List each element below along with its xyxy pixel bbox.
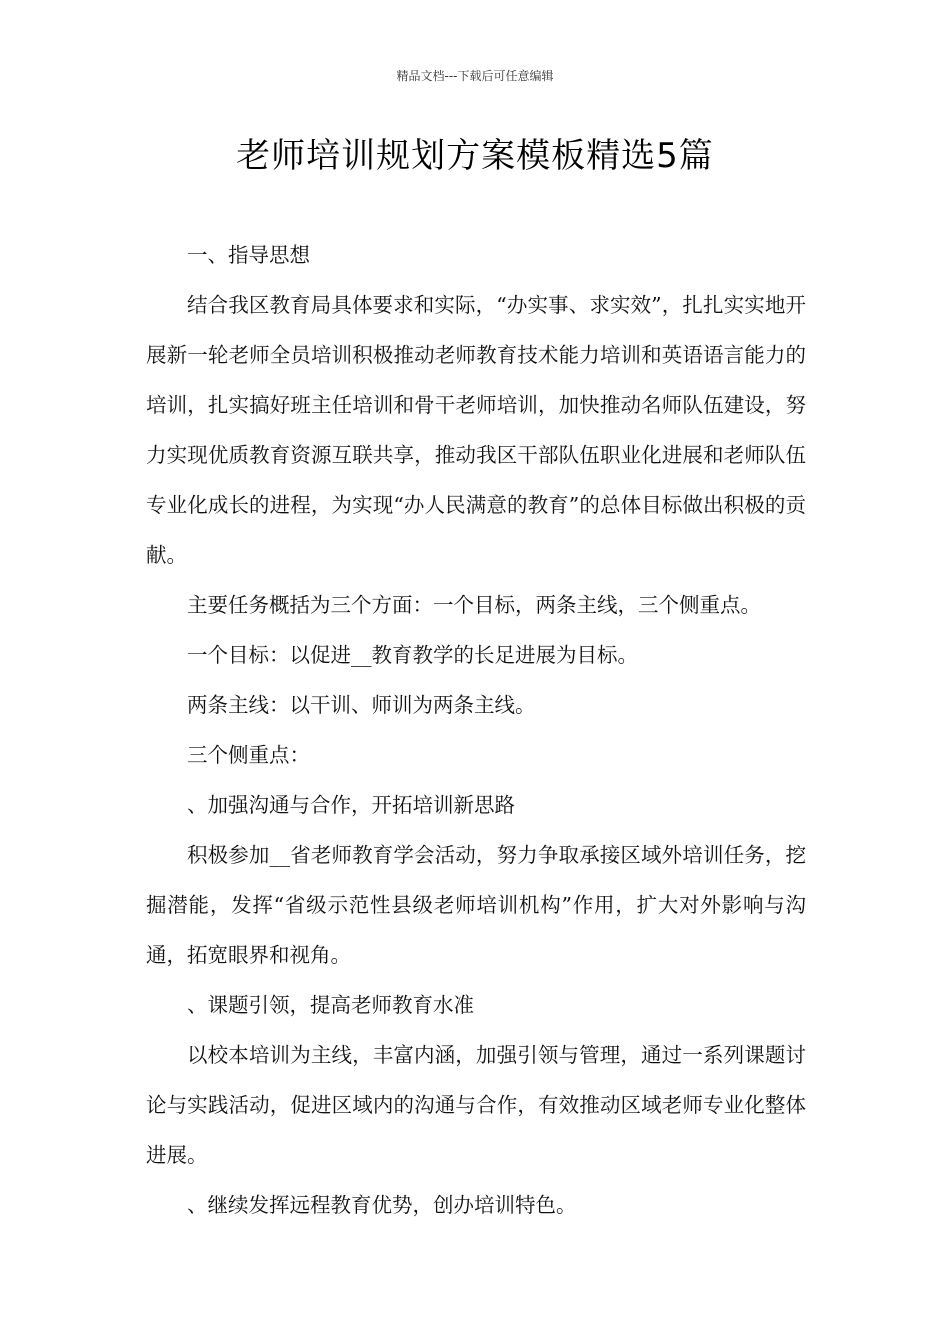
paragraph-research: 以校本培训为主线，丰富内涵，加强引领与管理，通过一系列课题讨论与实践活动，促进区域内的沟通与合作，有效推动区域老师专业化整体进展。: [146, 1043, 806, 1167]
document-body: [146, 230, 806, 1230]
paragraph-one-goal: 一个目标：以促进__教育教学的长足进展为目标。: [187, 643, 638, 667]
subheading-communication: 、加强沟通与合作，开拓培训新思路: [187, 793, 515, 817]
paragraph-overview: 结合我区教育局具体要求和实际，“办实事、求实效”，扎扎实实地开展新一轮老师全员培训积极推动老师教育技术能力培训和英语语言能力的培训，扎实搞好班主任培训和骨干老师培训，加快推动名师队伍建设，努力实现优质教育资源互联共享，推动我区干部队伍职业化进展和老师队伍专业化成长的进程，为实现“办人民满意的教育”的总体目标做出积极的贡献。: [146, 293, 806, 567]
paragraph-three-focuses: 三个侧重点：: [187, 743, 310, 767]
paragraph-main-tasks: 主要任务概括为三个方面：一个目标，两条主线，三个侧重点。: [187, 593, 761, 617]
subheading-research: 、课题引领，提高老师教育水准: [187, 993, 474, 1017]
paragraph-two-mainlines: 两条主线：以干训、师训为两条主线。: [187, 693, 536, 717]
section-heading-guiding-ideology: 一、指导思想: [187, 243, 310, 267]
header-note: 精品文档---下载后可任意编辑: [396, 69, 554, 83]
paragraph-communication: 积极参加__省老师教育学会活动，努力争取承接区域外培训任务，挖掘潜能，发挥“省级示范性县级老师培训机构”作用，扩大对外影响与沟通，拓宽眼界和视角。: [146, 843, 806, 967]
subheading-remote-education: 、继续发挥远程教育优势，创办培训特色。: [187, 1193, 577, 1217]
document-title: 老师培训规划方案模板精选5篇: [236, 136, 714, 176]
